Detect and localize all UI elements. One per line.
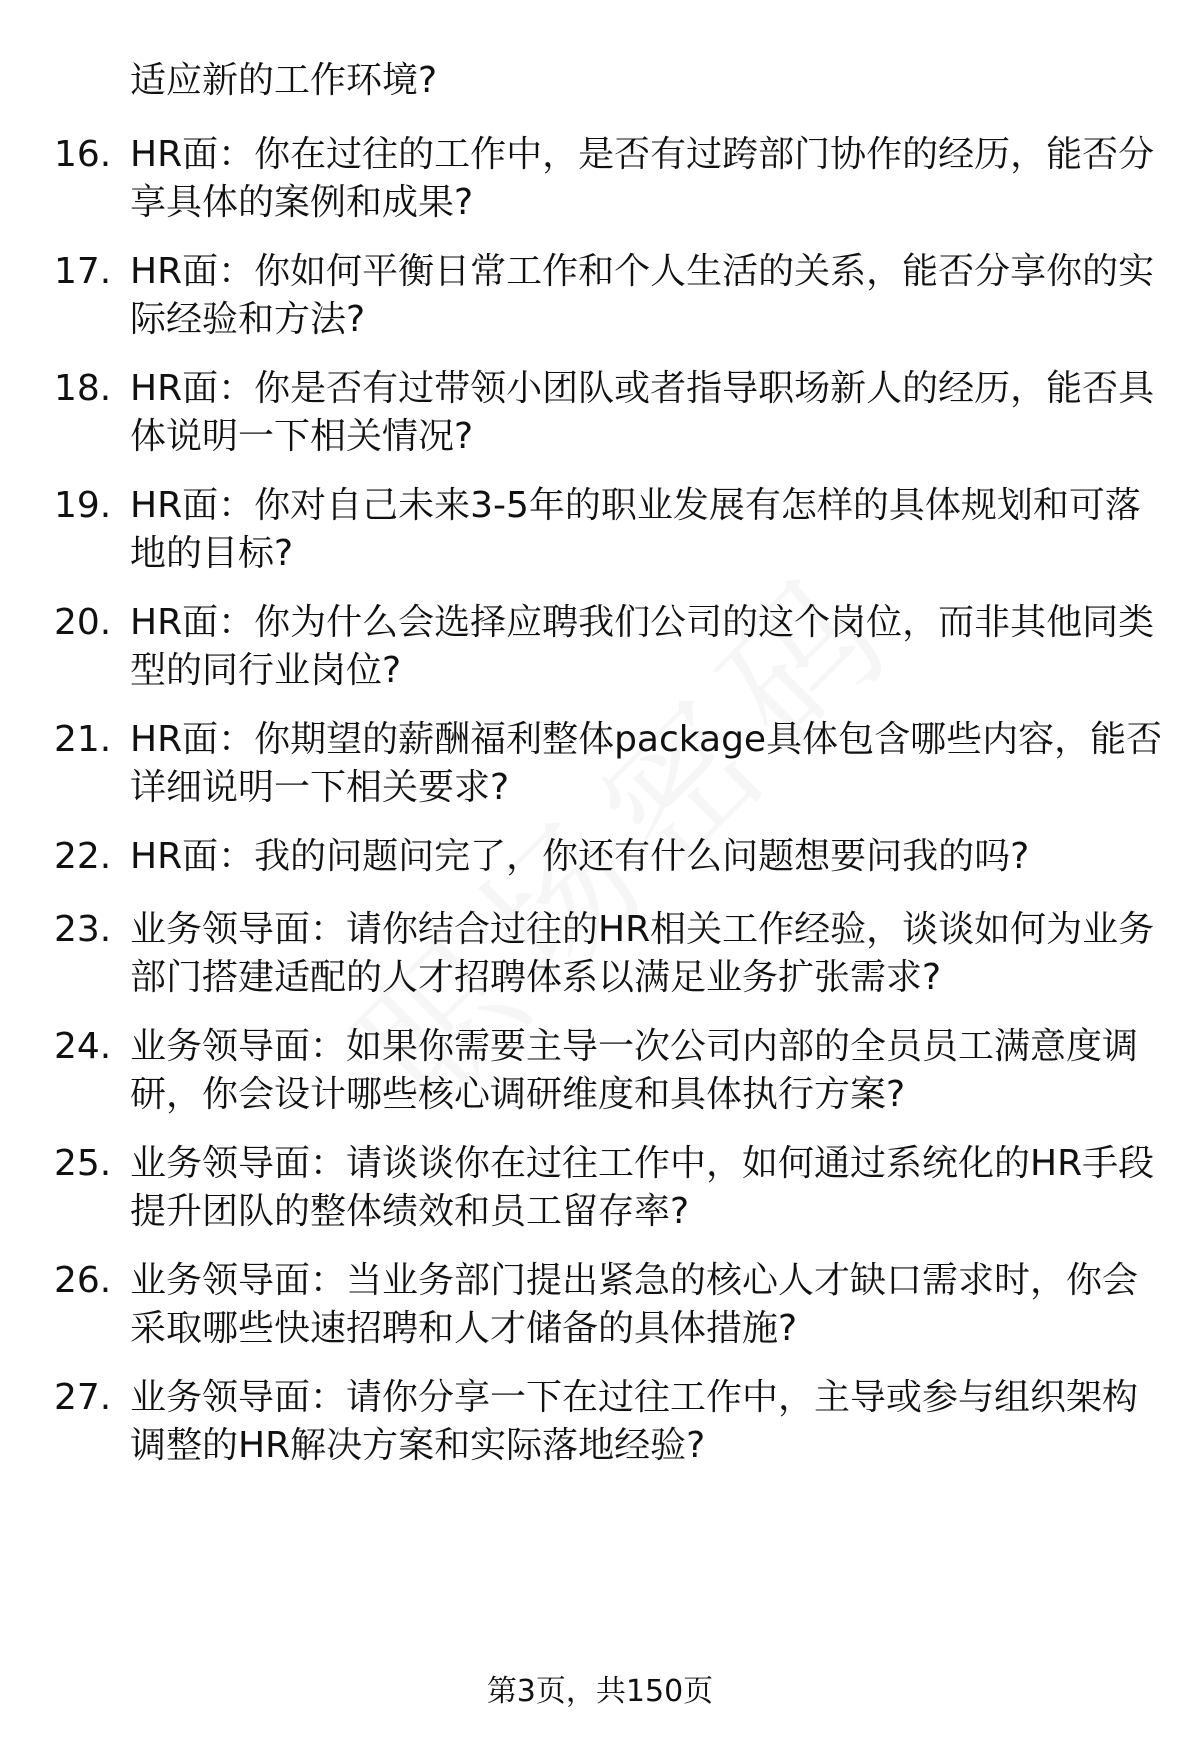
question-text — [130, 716, 1163, 812]
question-line: 采取哪些快速招聘和人才储备的具体措施? — [130, 1308, 798, 1349]
question-line: HR面：你为什么会选择应聘我们公司的这个岗位，而非其他同类 — [130, 602, 1155, 643]
question-text — [130, 248, 1155, 344]
question-line: HR面：你如何平衡日常工作和个人生活的关系，能否分享你的实 — [130, 251, 1155, 292]
question-line: 业务领导面：请谈谈你在过往工作中，如何通过系统化的HR手段 — [130, 1143, 1155, 1184]
question-text — [130, 1257, 1150, 1353]
question-text — [130, 1023, 1150, 1119]
question-number: 16. — [54, 134, 112, 175]
question-number: 26. — [54, 1260, 112, 1301]
question-number: 18. — [54, 368, 112, 409]
question-line: 享具体的案例和成果? — [130, 182, 474, 223]
question-line: 提升团队的整体绩效和员工留存率? — [130, 1191, 690, 1232]
question-line: 业务领导面：请你分享一下在过往工作中，主导或参与组织架构 — [130, 1377, 1139, 1418]
question-line: 研，你会设计哪些核心调研维度和具体执行方案? — [130, 1074, 906, 1115]
question-text — [130, 1374, 1150, 1470]
question-number: 23. — [54, 909, 112, 950]
continued-question-line: 适应新的工作环境? — [130, 60, 438, 101]
question-line: 业务领导面：如果你需要主导一次公司内部的全员员工满意度调 — [130, 1026, 1139, 1067]
question-number: 17. — [54, 251, 112, 292]
question-number: 24. — [54, 1026, 112, 1067]
question-line: 业务领导面：当业务部门提出紧急的核心人才缺口需求时，你会 — [130, 1260, 1139, 1301]
page-number-footer: 第3页，共150页 — [486, 1674, 714, 1709]
question-number: 21. — [54, 719, 112, 760]
question-text — [130, 1140, 1155, 1236]
question-line: 型的同行业岗位? — [130, 650, 402, 691]
question-text — [130, 833, 1150, 881]
question-text — [130, 599, 1155, 695]
question-text — [130, 482, 1150, 578]
question-line: 业务领导面：请你结合过往的HR相关工作经验，谈谈如何为业务 — [130, 909, 1155, 950]
question-number: 22. — [54, 836, 112, 877]
question-line: HR面：我的问题问完了，你还有什么问题想要问我的吗? — [130, 836, 1030, 877]
question-number: 19. — [54, 485, 112, 526]
question-number: 20. — [54, 602, 112, 643]
question-line: 体说明一下相关情况? — [130, 416, 474, 457]
question-line: 地的目标? — [130, 533, 294, 574]
question-line: HR面：你是否有过带领小团队或者指导职场新人的经历，能否具 — [130, 368, 1155, 409]
question-line: HR面：你对自己未来3-5年的职业发展有怎样的具体规划和可落 — [130, 485, 1141, 526]
question-text — [130, 365, 1155, 461]
question-number: 25. — [54, 1143, 112, 1184]
question-number: 27. — [54, 1377, 112, 1418]
question-line: HR面：你期望的薪酬福利整体package具体包含哪些内容，能否 — [130, 719, 1163, 760]
question-text — [130, 131, 1155, 227]
question-line: 详细说明一下相关要求? — [130, 767, 510, 808]
question-line: 部门搭建适配的人才招聘体系以满足业务扩张需求? — [130, 957, 942, 998]
question-text — [130, 906, 1155, 1002]
question-line: HR面：你在过往的工作中，是否有过跨部门协作的经历，能否分 — [130, 134, 1155, 175]
question-line: 调整的HR解决方案和实际落地经验? — [130, 1425, 706, 1466]
question-line: 际经验和方法? — [130, 299, 366, 340]
